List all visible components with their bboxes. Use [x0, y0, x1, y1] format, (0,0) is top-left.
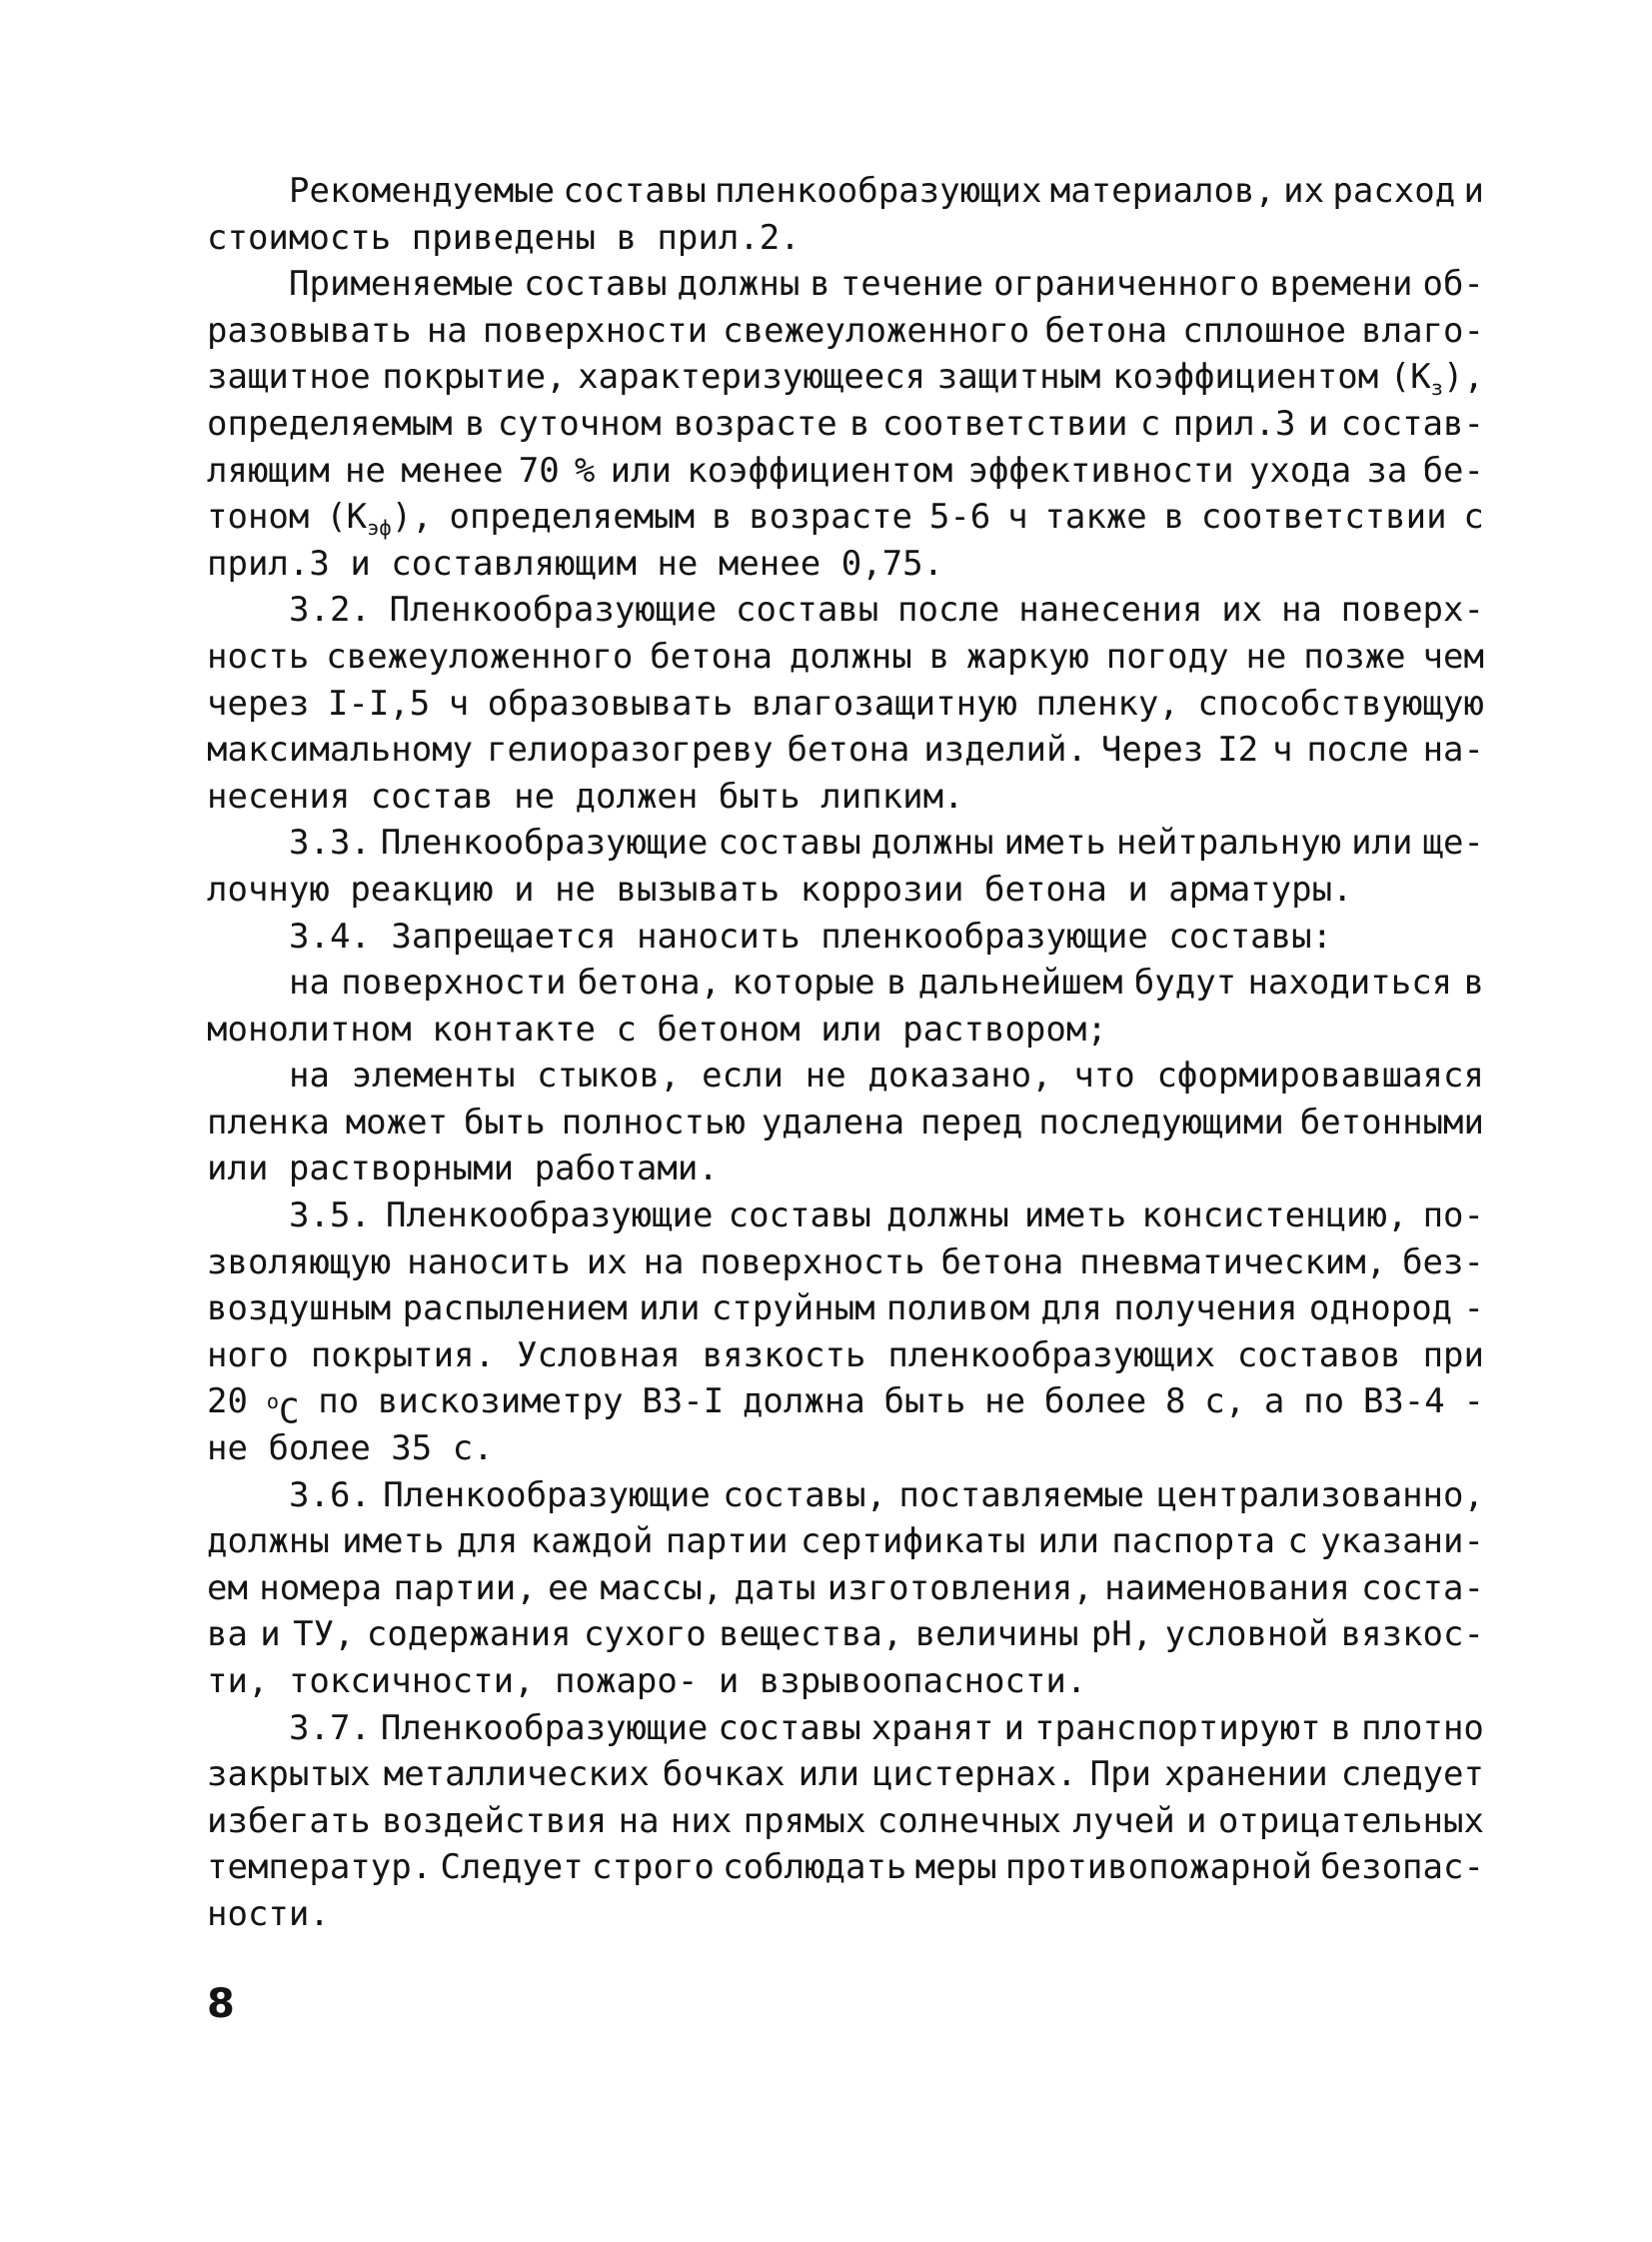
- text-line: на поверхности бетона, которые в дальнейшем будут находиться в: [289, 963, 1484, 1004]
- text-line: закрытых металлических бочках или цистернах. При хранении следует: [207, 1754, 1484, 1795]
- text-line: пленка может быть полностью удалена перед последующими бетонными: [207, 1102, 1484, 1142]
- text-line: Рекомендуемые составы пленкообразующих материалов, их расход и: [289, 171, 1484, 211]
- text-line: воздушным распылением или струйным поливом для получения однород -: [207, 1288, 1484, 1329]
- text-line: ти, токсичности, пожаро- и взрывоопасности.: [207, 1661, 1087, 1701]
- text-line: 3.6. Пленкообразующие составы, поставляемые централизованно,: [289, 1474, 1484, 1515]
- text-line: прил.3 и составляющим не менее 0,75.: [207, 543, 944, 584]
- text-line: защитное покрытие, характеризующееся защитным коэффициентом $(К_з)$,: [207, 357, 1484, 401]
- text-line: 3.7. Пленкообразующие составы хранят и транспортируют в плотно: [289, 1707, 1484, 1748]
- text-line: ность свежеуложенного бетона должны в жаркую погоду не позже чем: [207, 636, 1484, 677]
- text-line: 3.5. Пленкообразующие составы должны иметь консистенцию, по-: [289, 1195, 1484, 1236]
- text-line: ного покрытия. Условная вязкость пленкообразующих составов при: [207, 1334, 1484, 1375]
- text-line: монолитном контакте с бетоном или раствором;: [207, 1009, 1107, 1050]
- text-line: ва и ТУ, содержания сухого вещества, величины рН, условной вязкос-: [207, 1614, 1484, 1655]
- text-line: лочную реакцию и не вызывать коррозии бетона и арматуры.: [207, 869, 1353, 910]
- text-line: через I-I,5 ч образовывать влагозащитную пленку, способствующую: [207, 683, 1484, 724]
- text-line: 20 $^о$С по вискозиметру ВЗ-I должна быть не более 8 с, а по ВЗ-4 -: [207, 1381, 1484, 1432]
- text-line: не более 35 с.: [207, 1428, 494, 1469]
- text-line: максимальному гелиоразогреву бетона изделий. Через I2 ч после на-: [207, 730, 1484, 771]
- text-line: Применяемые составы должны в течение ограниченного времени об-: [289, 264, 1484, 305]
- text-line: ем номера партии, ее массы, даты изготовления, наименования соста-: [207, 1567, 1484, 1608]
- text-line: должны иметь для каждой партии сертификаты или паспорта с указани-: [207, 1521, 1484, 1562]
- text-line: избегать воздействия на них прямых солнечных лучей и отрицательных: [207, 1800, 1484, 1841]
- text-line: разовывать на поверхности свежеуложенного бетона сплошное влаго-: [207, 310, 1484, 351]
- text-line: ности.: [207, 1893, 330, 1934]
- text-line: 3.3. Пленкообразующие составы должны иметь нейтральную или ще-: [289, 823, 1484, 864]
- text-line: на элементы стыков, если не доказано, что сформировавшаяся: [289, 1056, 1484, 1097]
- text-line: или растворными работами.: [207, 1148, 719, 1189]
- text-line: ляющим не менее 70 % или коэффициентом эффективности ухода за бе-: [207, 450, 1484, 491]
- text-line: 3.4. Запрещается наносить пленкообразующие составы:: [289, 916, 1333, 957]
- text-line: зволяющую наносить их на поверхность бетона пневматическим, без-: [207, 1241, 1484, 1282]
- text-line: определяемым в суточном возрасте в соответствии с прил.3 и состав-: [207, 403, 1484, 444]
- text-line: 3.2. Пленкообразующие составы после нанесения их на поверх-: [289, 590, 1484, 631]
- page-number: 8: [207, 1981, 235, 2027]
- text-line: несения состав не должен быть липким.: [207, 776, 964, 817]
- page-body: [207, 168, 1484, 1938]
- text-line: стоимость приведены в прил.2.: [207, 217, 801, 258]
- text-line: тоном $(К_{эф})$, определяемым в возрасте 5-6 ч также в соответствии с: [207, 497, 1484, 541]
- text-line: температур. Следует строго соблюдать меры противопожарной безопас-: [207, 1847, 1484, 1888]
